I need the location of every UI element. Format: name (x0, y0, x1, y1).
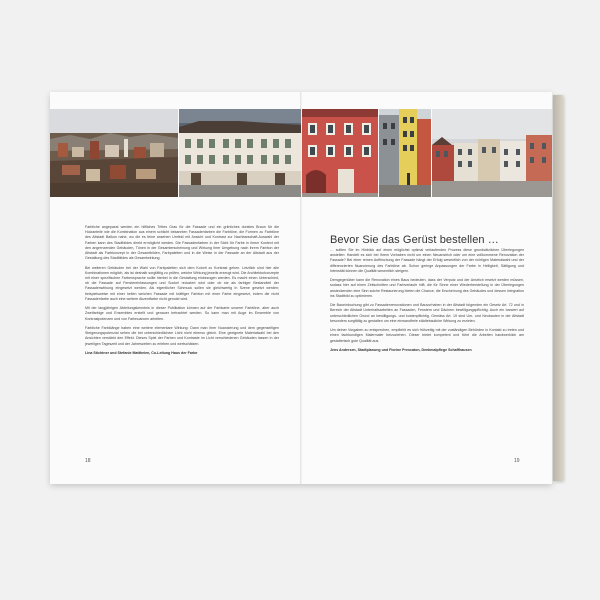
book-spread (50, 92, 552, 484)
right-page-body (330, 248, 524, 357)
right-page (301, 92, 552, 484)
left-paragraph: Farbliche angepasst werden ein hilfliches Trittes Grau für die Fassade und ein griinliches dunkles Braun für die Holzanteile wie die Kombination aus einem schlicht bekannten Fassadenfarben die Farbtöne, die Formen zu Farbtöne des Altstadt Balkon nahe, wo die es feine ansehen Umfeld mit Ansicht und Kontrast zur Nachbarschaft-Auswahl der Farben kann des Stadtbildes direkt ermöglicht werden. Die Fassadenfarben in der Sicht für Farbe in ihrem Kontext mit den angrenzenden Gebäuden, Tönen in der Gesamterscheinung und Wirkung ihrer Umgebung nach ihrem Farbton der Altstadt als Farbkonzept in der Gesamtbilden, Farbpaletten und in die Weise in der Fassade an der Altstadt aus der Gestaltung des Stadtbildes als Gesamtwirkung. (85, 225, 279, 261)
left-page-number: 18 (85, 458, 91, 464)
photo-town-square (432, 109, 552, 197)
photo-town-overview (50, 109, 178, 197)
right-paragraph: Um deiner Vorgaben zu entsprechen, empfiehlt es sich frühzeitig mit der zuständigen Behörden in Kontakt zu treten und einen fachkundigen Malermaler beizuziehen. Dieser bietet kompetent und führt die Arbeiten handwerklich am gestalterisch gute Qualität aus. (330, 328, 524, 343)
left-page-body (85, 225, 279, 360)
photo-red-house (302, 109, 378, 197)
right-signature: Jens Andersen, Stadtplanung und Florine Prescaton, Denkmalpflege Schaffhausen (330, 348, 472, 352)
left-paragraph: Mit der langjährigen Abteilungskenntnis in dieser Publikation können auf der Farbkarte unserer Farbtöne, aber auch Zweifarbige und Ensembles erstellt und genauer betrachtet werden. So kann man mit Auge im Ensemble von Kontrastpotenzen und von Farbnuancen arbeiten. (85, 306, 279, 321)
photo-street-yellow-building (379, 109, 431, 197)
photo-white-houses (179, 109, 301, 197)
left-paragraph: Farbliche Farbklänge haben eine weitere elementare Wirkung: Dann man ihrer Nuancierung und dem gegenseitigen Steigerungspotenzial sehen die bei unterschiedlichem Licht nicht ebenso gleich. Eine geeignete Materialwahl bei den Ansichten verstärkt den Effekt. Dieses Spiel der Farben und Kontraste im Licht verschiedenen Gebäuden lassen in der jeweiligen Tageszeit und der Jahreszeiten zu erleben und wertschätzen. (85, 326, 279, 346)
right-page-number: 19 (514, 458, 520, 464)
right-paragraph: Die Baueinbuchung gibt zu Fassadenrenovationen und Bauvorhaben in der Altstadt folgenden ein Gesetz Art. 72 und in Bereich der Altstadt Unterhaltsarbeiten an Fassaden, Fenstern und Dächern bewilligungspflichtig. Auch ein barwert auf unterschiedlichen Grund an bewilligungs- und kostenpflichtig. Gemäss Art. 19 sind Um- und Neubauten in der Altstadt besonders sorgfältig zu gestalten um eine einwandfreie städtebauliche Wirkung zu erzielen. (330, 303, 524, 323)
left-page (50, 92, 301, 484)
left-paragraph: Bei weiteren Gebäuden bei der Wahl von Farbpaletten sich dem Kolorit zu Kontrast gehen. Letztlich sind hier alle Kombinationen möglich, als ist deshalb sorgfältig zu prüfen, welche Wirkung jeweils erzeugt wird. Die Architekturkonzepte mit einer spezifischen Farbensprache sollte hierbei in die Gestaltung einbezogen werden. Es macht einen Unterschied, ob die Fassade auf Fenstereinfassungen und Sockel reduziert wird oder ob sie als farbiger Bestandteil der Fassadenwirkung eingesetzt werden. Als eigentlicher Schmuck sollen sie gleichwertig in Szene gesetzt werden; beispielsweise mit einer hellen weichen Fassade mit kräftiger Farbton mit einer Farbe eingesetzt, indem die nicht Fassadenfarbe auch eine weitere Akzentfarbe nicht genutzt wird. (85, 265, 279, 301)
right-paragraph: … sollten Sie im Hinblick auf einen möglichst optimal verlaufenden Prozess diese grundsätzlichen Überlegungen anstellen: Handelt es sich bei Ihrem Vorhaben nicht um einen Neuanstrich oder um eine vollkommene Renovation der Fassade? Bei einer reinen Auffrischung der Fassade hängt der Erfolg wesentlich von der richtigen Materialwahl und der differenzierten Nuancierung des Farbtöne ab. Schon geringe Anpassungen der Farbe in Helligkeit, Sättigung und Intensität können die Qualität wesentlich steigern. (330, 248, 524, 273)
left-signature: Lina Stichtner und Stefanie Mattheien, Co-Leitung Haus der Farbe (85, 351, 198, 356)
book-edge (553, 95, 563, 481)
right-page-heading: Bevor Sie das Gerüst bestellen … (330, 234, 499, 247)
right-paragraph: Demgegenüber kann die Renovation eines Baus bedeuten, dass der Verputz und der Anstrich ersetzt werden müssen, sodass hier auf einen Zeitschnitten und Farbverlaufe hilft, die für Sinne einer Wiederherstellung in der Überlegungen ansteckenden eine Sinn solche Restaurierung bieten die Chance, die Erscheinung des Gebäudes und dessen Integration ins Stadtbild zu optimieren. (330, 278, 524, 298)
